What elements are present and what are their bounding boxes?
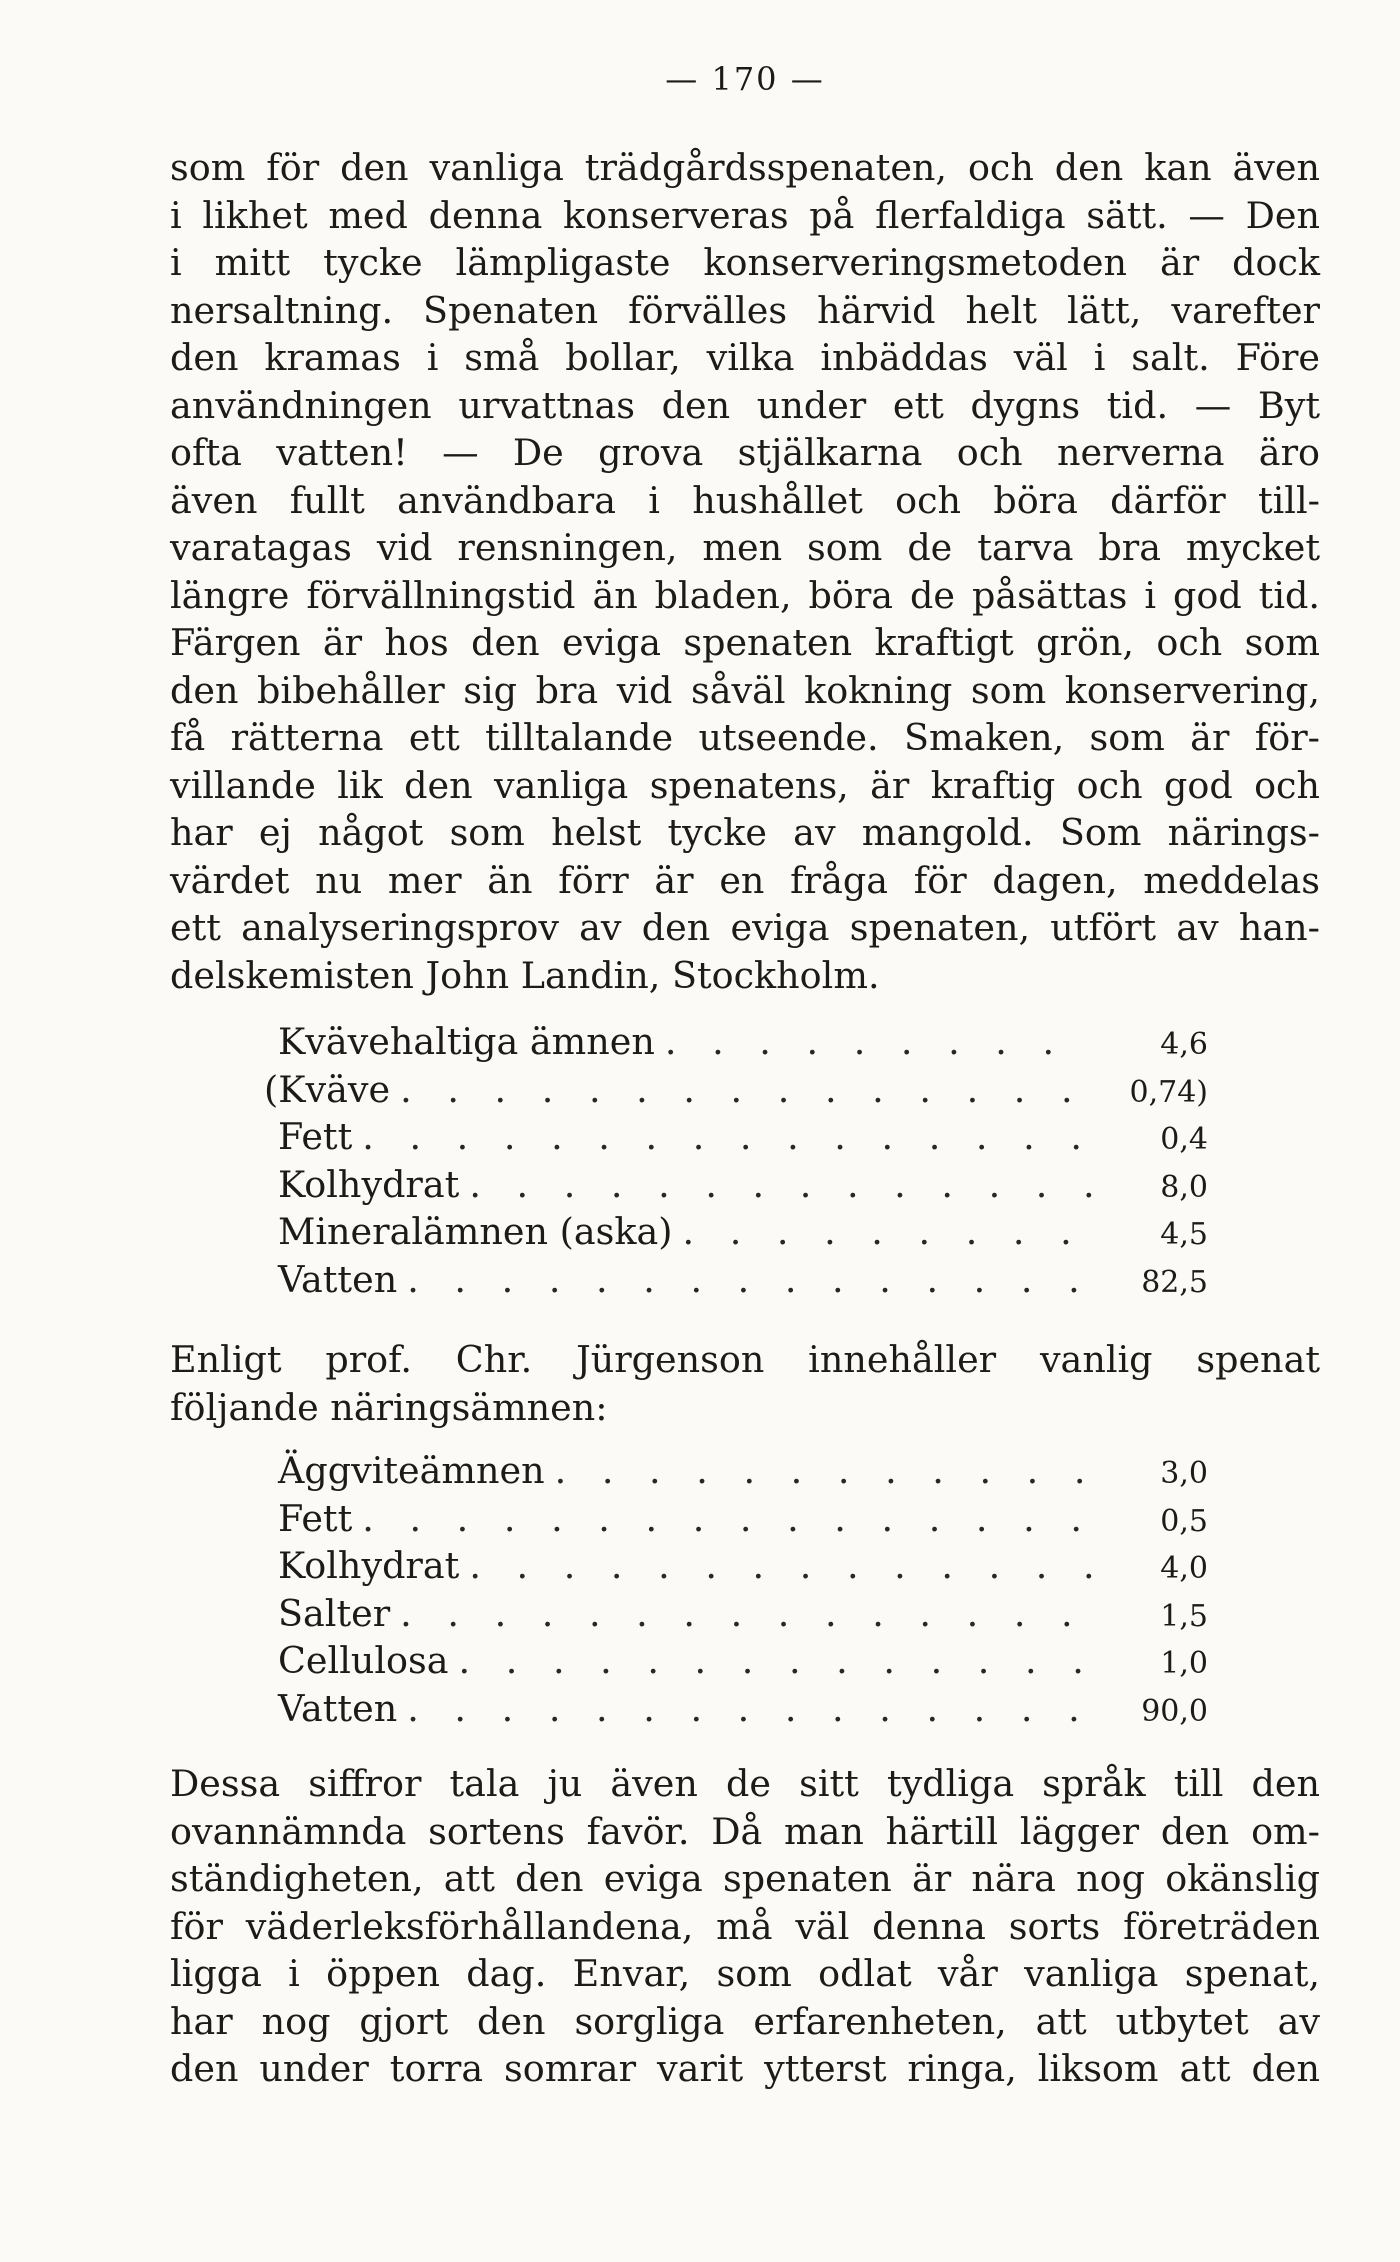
text-line: i mitt tycke lämpligaste konserveringsmetoden är dock — [170, 241, 1320, 284]
row-label: Mineralämnen (aska) — [278, 1210, 673, 1253]
row-label: Vatten — [278, 1257, 398, 1301]
text-line: Färgen är hos den eviga spenaten kraftigt grön, och som — [170, 621, 1320, 664]
row-value: 4,0 — [1160, 1551, 1208, 1586]
row-value: 3,0 — [1160, 1456, 1208, 1491]
paragraph-1 — [170, 144, 1320, 999]
row-label: Cellulosa — [278, 1639, 449, 1682]
table-row — [278, 1449, 1208, 1497]
dot-leader: . . . . . . . . . — [682, 1210, 1084, 1253]
table-row — [278, 1115, 1208, 1163]
text-line: har ej något som helst tycke av mangold. Som närings- — [170, 811, 1320, 854]
nutrient-table-vanlig-spenat — [278, 1449, 1208, 1734]
table-row — [278, 1258, 1208, 1306]
row-value: 8,0 — [1160, 1169, 1208, 1205]
dot-leader: . . . . . . . . . . . . . . . — [400, 1067, 1085, 1111]
text-line: nersaltning. Spenaten förvälles härvid helt lätt, varefter — [170, 288, 1320, 332]
text-line: ett analyseringsprov av den eviga spenaten, utfört av han- — [170, 906, 1320, 949]
row-value: 1,0 — [1160, 1646, 1208, 1681]
text-line: längre förvällningstid än bladen, böra de påsättas i god tid. — [170, 573, 1320, 617]
paragraph-3 — [170, 1760, 1320, 2093]
dot-leader: . . . . . . . . . . . . . . — [469, 1544, 1107, 1587]
table-row — [278, 1497, 1208, 1545]
row-value: 90,0 — [1141, 1693, 1208, 1729]
text-line: ovannämnda sortens favör. Då man härtill lägger den om- — [170, 1809, 1320, 1853]
text-line: har nog gjort den sorgliga erfarenheten, att utbytet av — [170, 1999, 1320, 2043]
page-number: — 170 — — [665, 60, 825, 98]
row-value: 4,5 — [1160, 1217, 1208, 1252]
table-row — [278, 1687, 1208, 1735]
table-row — [264, 1067, 1208, 1116]
row-label: Salter — [278, 1591, 391, 1635]
table-row — [278, 1163, 1208, 1211]
row-label: Fett — [278, 1496, 353, 1540]
row-value: 4,6 — [1160, 1027, 1208, 1062]
text-line: ligga i öppen dag. Envar, som odlat vår vanliga spenat, — [170, 1952, 1320, 1995]
row-label: Kvävehaltiga ämnen — [278, 1020, 655, 1063]
dot-leader: . . . . . . . . . . . . . . . — [400, 1591, 1085, 1635]
text-line: den kramas i små bollar, vilka inbäddas väl i salt. Före — [170, 336, 1320, 379]
text-line: Dessa siffror tala ju även de sitt tydliga språk till den — [170, 1762, 1320, 1805]
table-row — [278, 1020, 1208, 1068]
text-line: den under torra somrar varit ytterst ringa, liksom att den — [170, 2047, 1320, 2090]
dot-leader: . . . . . . . . . . . . . . . — [407, 1257, 1092, 1301]
row-label: (Kväve — [264, 1067, 391, 1111]
row-value: 0,5 — [1160, 1503, 1208, 1539]
dot-leader: . . . . . . . . . — [664, 1020, 1067, 1063]
text-line: följande näringsämnen: — [170, 1385, 608, 1429]
text-line: villande lik den vanliga spenatens, är kraftig och god och — [170, 763, 1320, 807]
row-value: 0,4 — [1160, 1122, 1208, 1157]
row-label: Vatten — [278, 1686, 398, 1730]
row-value: 82,5 — [1141, 1264, 1208, 1300]
nutrient-table-eviga-spenaten — [264, 1020, 1208, 1305]
text-line: delskemisten John Landin, Stockholm. — [170, 953, 880, 997]
text-line: även fullt användbara i hushållet och böra därför till- — [170, 478, 1320, 522]
paragraph-2 — [170, 1336, 1320, 1431]
row-value: 0,74) — [1129, 1074, 1208, 1110]
table-row — [278, 1210, 1208, 1258]
text-line: för väderleksförhållandena, må väl denna sorts företräden — [170, 1904, 1320, 1948]
dot-leader: . . . . . . . . . . . . . . . . — [362, 1496, 1094, 1540]
table-row — [278, 1592, 1208, 1640]
dot-leader: . . . . . . . . . . . . — [554, 1449, 1098, 1492]
row-label: Kolhydrat — [278, 1544, 460, 1587]
row-value: 1,5 — [1160, 1598, 1208, 1634]
text-line: få rätterna ett tilltalande utseende. Smaken, som är för- — [170, 716, 1320, 759]
row-label: Kolhydrat — [278, 1162, 460, 1206]
text-line: i likhet med denna konserveras på flerfaldiga sätt. — Den — [170, 193, 1320, 237]
text-line: varatagas vid rensningen, men som de tarva bra mycket — [170, 526, 1320, 569]
text-line: den bibehåller sig bra vid såväl kokning som konservering, — [170, 668, 1320, 712]
text-line: ständigheten, att den eviga spenaten är nära nog okänslig — [170, 1857, 1320, 1900]
text-line: ofta vatten! — De grova stjälkarna och nerverna äro — [170, 431, 1320, 474]
table-row — [278, 1639, 1208, 1687]
row-label: Äggviteämnen — [278, 1449, 545, 1492]
text-line: som för den vanliga trädgårdsspenaten, och den kan även — [170, 146, 1320, 189]
dot-leader: . . . . . . . . . . . . . . — [458, 1639, 1096, 1682]
dot-leader: . . . . . . . . . . . . . . — [469, 1162, 1107, 1206]
text-line: värdet nu mer än förr är en fråga för dagen, meddelas — [170, 858, 1320, 902]
text-line: Enligt prof. Chr. Jürgenson innehåller vanlig spenat — [170, 1338, 1320, 1381]
dot-leader: . . . . . . . . . . . . . . . — [407, 1686, 1092, 1730]
table-row — [278, 1544, 1208, 1592]
dot-leader: . . . . . . . . . . . . . . . . — [362, 1115, 1094, 1158]
text-line: användningen urvattnas den under ett dygns tid. — Byt — [170, 383, 1320, 427]
row-label: Fett — [278, 1115, 353, 1158]
